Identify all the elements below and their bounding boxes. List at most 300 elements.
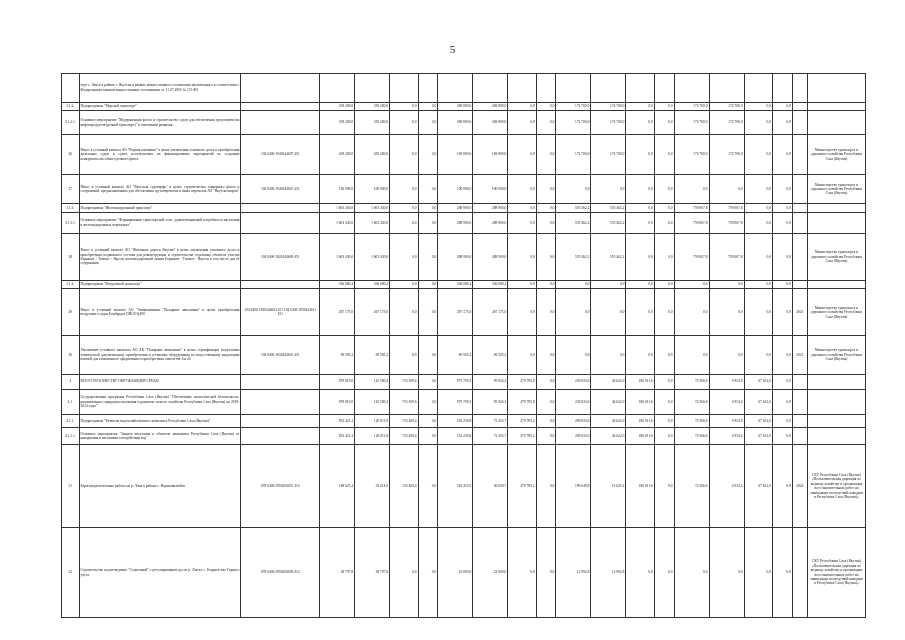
table-cell: 95 924,3 bbox=[473, 374, 508, 389]
table-cell: 29 bbox=[62, 289, 80, 336]
table-cell: 0,0 bbox=[772, 233, 792, 280]
table-cell: 4 954,0 bbox=[709, 415, 744, 428]
table-cell: 339 200,0 bbox=[355, 102, 390, 111]
table-cell bbox=[62, 74, 80, 103]
table-cell: 733 409,4 bbox=[390, 415, 418, 428]
table-row bbox=[62, 204, 866, 213]
table-cell: 078 0406 2950250039 414 bbox=[241, 528, 320, 618]
table-cell: 0,0 bbox=[772, 445, 792, 528]
table-row bbox=[62, 289, 866, 336]
table-row bbox=[62, 389, 866, 415]
table-cell bbox=[807, 102, 865, 111]
table-cell: 230 633,6 bbox=[556, 389, 591, 415]
table-cell: 0,0 bbox=[591, 280, 626, 289]
table-cell: 733 309,6 bbox=[390, 389, 418, 415]
table-cell: 38 797,8 bbox=[320, 528, 355, 618]
table-cell: 0,0 bbox=[709, 528, 744, 618]
table-cell: 4.1.1. bbox=[62, 415, 80, 428]
table-cell: 3.1.3. bbox=[62, 204, 80, 213]
table-cell bbox=[241, 102, 320, 111]
table-cell: 1 603 430,0 bbox=[355, 212, 390, 233]
table-cell: 0,0 bbox=[744, 134, 772, 175]
table-row bbox=[62, 415, 866, 428]
table-cell: 555 462,2 bbox=[556, 212, 591, 233]
table-cell: 552 239,8 bbox=[438, 415, 473, 428]
table-cell: черт г. Ленск в районе г. Якутска в рамках концессионного соглашения заключенного в соответствии с Федеральным законом концессионных соглашениях от 21.07.2005 № 115-ФЗ bbox=[79, 74, 241, 103]
table-cell bbox=[241, 389, 320, 415]
table-cell bbox=[241, 204, 320, 213]
table-cell: 32 bbox=[62, 528, 80, 618]
table-cell bbox=[438, 74, 473, 103]
table-cell: 0,0 bbox=[418, 280, 438, 289]
table-cell: 174 700,0 bbox=[591, 111, 626, 134]
table-row bbox=[62, 134, 866, 175]
table-cell: 288 900,0 bbox=[438, 212, 473, 233]
table-cell: 0,0 bbox=[418, 289, 438, 336]
table-cell: 4.1.1.1. bbox=[62, 428, 80, 445]
table-cell: 36 650,7 bbox=[473, 445, 508, 528]
table-cell: 0,0 bbox=[654, 102, 674, 111]
table-cell: 0,0 bbox=[591, 175, 626, 204]
table-cell: 72 453,7 bbox=[473, 415, 508, 428]
table-cell bbox=[792, 175, 807, 204]
table-cell: Основное мероприятие "Формирование транспортной сети, удовлетворяющей потребности населения в железнодорожных перевозках" bbox=[79, 212, 241, 233]
table-cell: 174 700,0 bbox=[591, 134, 626, 175]
table-cell bbox=[744, 74, 772, 103]
table-cell: 1 603 430,0 bbox=[320, 204, 355, 213]
table-cell: 0,0 bbox=[654, 336, 674, 374]
table-cell bbox=[792, 528, 807, 618]
table-cell: 0,0 bbox=[508, 111, 536, 134]
table-cell: 0,0 bbox=[709, 175, 744, 204]
table-cell: 0,0 bbox=[536, 428, 556, 445]
table-cell: 555 462,2 bbox=[556, 204, 591, 213]
table-cell: 104 0406 1940344610 451 bbox=[241, 175, 320, 204]
table-cell bbox=[390, 74, 418, 103]
table-cell: 0,0 bbox=[626, 289, 654, 336]
table-cell bbox=[241, 374, 320, 389]
table-cell: 0,0 bbox=[709, 280, 744, 289]
table-cell: 0,0 bbox=[654, 111, 674, 134]
table-cell: 759 067,8 bbox=[674, 204, 709, 213]
table-cell: 67 612,6 bbox=[744, 415, 772, 428]
table-cell: 0,0 bbox=[390, 134, 418, 175]
table-cell: 0,0 bbox=[674, 336, 709, 374]
table-cell: 67 612,6 bbox=[744, 428, 772, 445]
table-cell: 169 800,0 bbox=[473, 134, 508, 175]
table-cell bbox=[807, 204, 865, 213]
table-cell: 120 011,8 bbox=[355, 428, 390, 445]
table-cell: 186 011,6 bbox=[626, 415, 654, 428]
table-cell: 174 700,0 bbox=[556, 111, 591, 134]
table-cell: 209 633,6 bbox=[556, 428, 591, 445]
table-cell bbox=[807, 111, 865, 134]
table-cell: 975 709,3 bbox=[438, 374, 473, 389]
table-cell: 0,0 bbox=[744, 336, 772, 374]
table-cell: 0,0 bbox=[418, 415, 438, 428]
table-cell: 28 bbox=[62, 233, 80, 280]
table-cell: 0,0 bbox=[556, 280, 591, 289]
table-cell: 269 800,0 bbox=[473, 111, 508, 134]
table-cell: 0,0 bbox=[772, 102, 792, 111]
table-cell: 0,0 bbox=[744, 280, 772, 289]
table-cell: 267 175,0 bbox=[473, 289, 508, 336]
table-cell: 0,0 bbox=[654, 374, 674, 389]
table-cell: 0,0 bbox=[674, 528, 709, 618]
table-cell: 0,0 bbox=[418, 134, 438, 175]
table-cell: Министерство транспорта и дорожного хозяйства Республики Саха (Якутия) bbox=[807, 134, 865, 175]
table-cell: 759 067,8 bbox=[674, 212, 709, 233]
table-cell: 288 900,0 bbox=[438, 233, 473, 280]
table-cell: 12 992,8 bbox=[556, 528, 591, 618]
table-cell: 104 0406 1830244603 451 104 0406 1830244611 451 bbox=[241, 289, 320, 336]
table-row bbox=[62, 212, 866, 233]
table-cell: 3.1.4. bbox=[62, 280, 80, 289]
table-cell: 0,0 bbox=[626, 233, 654, 280]
table-cell bbox=[556, 74, 591, 103]
table-row bbox=[62, 374, 866, 389]
table-cell: 733 309,6 bbox=[390, 374, 418, 389]
table-cell: 0,0 bbox=[772, 336, 792, 374]
table-cell: 0,0 bbox=[556, 175, 591, 204]
table-cell: 0,0 bbox=[772, 134, 792, 175]
table-cell: 0,0 bbox=[556, 289, 591, 336]
table-cell: 1 603 430,0 bbox=[320, 233, 355, 280]
table-cell: 3.1.2.1. bbox=[62, 111, 80, 134]
table-cell: 0,0 bbox=[390, 175, 418, 204]
table-cell: 0,0 bbox=[772, 374, 792, 389]
table-cell bbox=[792, 74, 807, 103]
table-cell: 288 900,0 bbox=[438, 204, 473, 213]
table-cell: 0,0 bbox=[744, 212, 772, 233]
table-cell: 759 067,8 bbox=[674, 233, 709, 280]
table-cell: 53 214,0 bbox=[355, 445, 390, 528]
table-cell: 0,0 bbox=[418, 102, 438, 111]
table-cell: 0,0 bbox=[536, 280, 556, 289]
table-cell bbox=[792, 415, 807, 428]
table-cell: 0,0 bbox=[418, 374, 438, 389]
table-cell bbox=[807, 389, 865, 415]
table-cell: 336 680,2 bbox=[438, 280, 473, 289]
table-cell: 0,0 bbox=[654, 445, 674, 528]
table-row bbox=[62, 280, 866, 289]
table-cell bbox=[591, 74, 626, 103]
table-cell: 0,0 bbox=[772, 212, 792, 233]
table-cell: 0,0 bbox=[418, 389, 438, 415]
table-cell: 479 785,2 bbox=[508, 415, 536, 428]
table-cell: 100 000,0 bbox=[438, 175, 473, 204]
table-cell bbox=[792, 102, 807, 111]
table-cell bbox=[807, 212, 865, 233]
table-cell: 759 067,8 bbox=[709, 233, 744, 280]
table-cell: 174 700,0 bbox=[674, 102, 709, 111]
table-row bbox=[62, 428, 866, 445]
table-cell: 439 200,0 bbox=[355, 134, 390, 175]
table-cell: 100 000,0 bbox=[320, 175, 355, 204]
table-cell: 67 612,6 bbox=[744, 389, 772, 415]
table-cell: Государственная программа Республики Саха (Якутия) "Обеспечение экологической безопасности, рационального природопользования и развития лесного хозяйства Республики Саха (Якутия) на 2018-2024 годы" bbox=[79, 389, 241, 415]
table-cell: 31 bbox=[62, 445, 80, 528]
table-cell: Взнос в уставный капитал АО "Железные дороги Якутии" в целях увеличения основного долга и приобретения подвижного состава для реконструкции и строительства отдельных объектов участка Беркакит - Томмот - Якутск железнодорожной линии Беркакит - Томмот - Якутск в том числе для её содержания bbox=[79, 233, 241, 280]
table-cell: 0,0 bbox=[536, 204, 556, 213]
table-cell: 174 700,0 bbox=[709, 111, 744, 134]
table-cell: 0,0 bbox=[390, 289, 418, 336]
table-cell: Строительство водоотведения "Солнечный" с регулированием русла р. Лыгъх с. Бердигестях Горного улуса bbox=[79, 528, 241, 618]
table-cell: 209 633,6 bbox=[556, 415, 591, 428]
table-cell: 3.1.3.1. bbox=[62, 212, 80, 233]
table-cell: 288 900,0 bbox=[473, 233, 508, 280]
table-cell: 339 200,0 bbox=[320, 111, 355, 134]
table-cell: 0,0 bbox=[418, 175, 438, 204]
table-cell bbox=[654, 74, 674, 103]
table-cell: 0,0 bbox=[654, 212, 674, 233]
table-cell bbox=[792, 374, 807, 389]
table-cell: Подпрограмма "Развитие водохозяйственного комплекса Республики Саха (Якутия)" bbox=[79, 415, 241, 428]
table-cell: 0,0 bbox=[536, 111, 556, 134]
table-cell: 4 954,0 bbox=[709, 374, 744, 389]
table-cell: 199 649,8 bbox=[556, 445, 591, 528]
table-cell: 0,0 bbox=[418, 445, 438, 528]
table-cell: 0,0 bbox=[744, 289, 772, 336]
table-cell: 0,0 bbox=[508, 280, 536, 289]
table-cell: Министерство транспорта и дорожного хозяйства Республики Саха (Якутия) bbox=[807, 336, 865, 374]
table-cell: 26 bbox=[62, 134, 80, 175]
table-cell: 4 934,0 bbox=[709, 445, 744, 528]
table-cell: Увеличение уставного капитала АО АК "Полярные авиалинии" в целях сертификации (подготовки технической документации), приобретения и установки оборудования по искусственному выделению ключей для таможенного оформления и приобретения самолетов Ан-24 bbox=[79, 336, 241, 374]
table-cell: 878 810,0 bbox=[320, 374, 355, 389]
table-cell: 269 800,0 bbox=[438, 102, 473, 111]
table-cell: 0,0 bbox=[626, 175, 654, 204]
table-cell: 0,0 bbox=[591, 289, 626, 336]
table-cell: 0,0 bbox=[772, 289, 792, 336]
table-cell: Основное мероприятие "Защита населения и объектов экономики Республики Саха (Якутия) от наводнения и негативного воздействия вод" bbox=[79, 428, 241, 445]
table-cell: 1 603 430,0 bbox=[320, 212, 355, 233]
page-number: 5 bbox=[449, 44, 456, 56]
table-cell: 0,0 bbox=[536, 175, 556, 204]
table-cell: 0,0 bbox=[626, 134, 654, 175]
table-cell: 67 612,6 bbox=[744, 374, 772, 389]
table-cell: 4 954,0 bbox=[709, 428, 744, 445]
table-cell bbox=[792, 280, 807, 289]
table-cell: 0,0 bbox=[418, 336, 438, 374]
table-cell: 0,0 bbox=[654, 415, 674, 428]
table-cell: 0,0 bbox=[536, 528, 556, 618]
table-cell: 0,0 bbox=[508, 212, 536, 233]
table-cell bbox=[772, 74, 792, 103]
table-cell: 0,0 bbox=[536, 212, 556, 233]
table-cell: 13 625,2 bbox=[591, 445, 626, 528]
table-cell: Взнос в уставный капитал АО "Якутская судоверфь" в целях строительства танкерного флота и сооружений, предназначенных для обеспечения грузоперевозок и иных перевозок АО "Якутскгазпром" bbox=[79, 175, 241, 204]
table-cell: 3.1.2. bbox=[62, 102, 80, 111]
table-cell: 0,0 bbox=[536, 445, 556, 528]
table-cell: 145 500,4 bbox=[355, 389, 390, 415]
table-cell: 0,0 bbox=[536, 389, 556, 415]
table-cell: 733 409,4 bbox=[390, 428, 418, 445]
table-cell: Министерство транспорта и дорожного хозяйства Республики Саха (Якутия) bbox=[807, 233, 865, 280]
table-cell bbox=[473, 74, 508, 103]
table-cell: 0,0 bbox=[591, 336, 626, 374]
table-cell: 72 453,7 bbox=[473, 428, 508, 445]
table-cell: 0,0 bbox=[772, 204, 792, 213]
table-cell: 0,0 bbox=[536, 233, 556, 280]
table-cell: 186 011,6 bbox=[626, 445, 654, 528]
table-cell: 0,0 bbox=[418, 212, 438, 233]
table-cell: 230 633,6 bbox=[556, 374, 591, 389]
table-cell: 67 612,6 bbox=[744, 445, 772, 528]
table-cell: 0,0 bbox=[654, 389, 674, 415]
table-cell: 0,0 bbox=[772, 415, 792, 428]
table-cell bbox=[807, 374, 865, 389]
table-cell: ВСЕГО ПО КАЧЕСТВУ ОКРУЖАЮЩЕЙ СРЕДЫ bbox=[79, 374, 241, 389]
table-cell: Берегоукрепительные работы на р. Лена в районе с. Верхневилюйск bbox=[79, 445, 241, 528]
table-row bbox=[62, 233, 866, 280]
table-cell: 288 900,0 bbox=[473, 204, 508, 213]
table-cell: 100 000,0 bbox=[473, 175, 508, 204]
table-cell: 0,0 bbox=[508, 204, 536, 213]
table-cell: 174 700,0 bbox=[709, 134, 744, 175]
table-cell: 439 200,0 bbox=[320, 134, 355, 175]
table-cell: 72 566,6 bbox=[674, 415, 709, 428]
table-cell: 0,0 bbox=[536, 336, 556, 374]
table-cell: 267 175,0 bbox=[355, 289, 390, 336]
table-cell: 0,0 bbox=[390, 280, 418, 289]
table-cell bbox=[792, 389, 807, 415]
table-cell: 0,0 bbox=[744, 102, 772, 111]
table-cell: 853 421,2 bbox=[320, 415, 355, 428]
table-cell: 44 622,0 bbox=[591, 428, 626, 445]
table-cell bbox=[320, 74, 355, 103]
table-cell: 0,0 bbox=[626, 280, 654, 289]
table-cell: 516 419,5 bbox=[438, 445, 473, 528]
table-cell: 0,0 bbox=[390, 204, 418, 213]
table-body bbox=[62, 74, 866, 618]
table-cell: 174 700,0 bbox=[556, 102, 591, 111]
table-cell: 267 175,0 bbox=[320, 289, 355, 336]
table-cell: 878 810,0 bbox=[320, 389, 355, 415]
table-cell: 72 566,6 bbox=[674, 389, 709, 415]
table-cell: 72 566,6 bbox=[674, 374, 709, 389]
table-cell: 1 603 430,0 bbox=[355, 233, 390, 280]
table-cell: 30 bbox=[62, 336, 80, 374]
table-cell: 0,0 bbox=[390, 111, 418, 134]
table-cell: 169 800,0 bbox=[438, 134, 473, 175]
table-cell bbox=[536, 74, 556, 103]
table-cell: 0,0 bbox=[390, 336, 418, 374]
table-cell: 288 900,0 bbox=[473, 212, 508, 233]
table-cell: 0,0 bbox=[654, 428, 674, 445]
table-cell: 2021 bbox=[792, 289, 807, 336]
table-cell: 078 0406 2950250031 414 bbox=[241, 445, 320, 528]
table-cell: Подпрограмма "Морской транспорт" bbox=[79, 102, 241, 111]
table-cell: 555 462,2 bbox=[591, 233, 626, 280]
table-cell: 555 462,2 bbox=[556, 233, 591, 280]
table-cell: 4 bbox=[62, 374, 80, 389]
table-cell bbox=[807, 280, 865, 289]
table-cell: 336 680,2 bbox=[355, 280, 390, 289]
table-cell: 104 0406 1830244610 451 bbox=[241, 336, 320, 374]
table-cell: 44 622,0 bbox=[591, 389, 626, 415]
budget-table bbox=[61, 73, 866, 618]
table-cell: ГКУ Республики Саха (Якутия) «Пользовательская дирекция по водному хозяйству и организации восстановительных работ на ликвидации последствий паводков в Республике Саха (Якутия)» bbox=[807, 528, 865, 618]
table-cell: 174 700,0 bbox=[591, 102, 626, 111]
table-cell: 0,0 bbox=[626, 102, 654, 111]
table-cell: 135 409,4 bbox=[390, 445, 418, 528]
table-cell: 336 680,2 bbox=[320, 280, 355, 289]
table-cell: Основное мероприятие "Модернизация флота и строительство судов для обеспечения грузоперевозок нефтепродуктов (речной транспорт)" в отношении развития bbox=[79, 111, 241, 134]
table-cell: 0,0 bbox=[674, 289, 709, 336]
table-cell: 479 785,0 bbox=[508, 374, 536, 389]
table-cell: 44 622,0 bbox=[591, 374, 626, 389]
table-row bbox=[62, 445, 866, 528]
table-cell: Взнос в уставный капитал АО "Авиакомпания "Полярные авиалинии" в целях приобретения воздушного судна Бомбардье DHC8-Q400 bbox=[79, 289, 241, 336]
table-cell: 0,0 bbox=[626, 528, 654, 618]
table-cell: 23 000,0 bbox=[438, 528, 473, 618]
table-cell: 0,0 bbox=[709, 336, 744, 374]
table-cell: 0,0 bbox=[744, 175, 772, 204]
table-cell: 44 622,0 bbox=[591, 415, 626, 428]
table-cell: 2021 bbox=[792, 336, 807, 374]
table-cell bbox=[792, 204, 807, 213]
table-cell: 0,0 bbox=[508, 528, 536, 618]
table-cell: 0,0 bbox=[418, 233, 438, 280]
table-cell: 0,0 bbox=[772, 389, 792, 415]
table-cell: 339 200,0 bbox=[320, 102, 355, 111]
table-cell: 0,0 bbox=[654, 233, 674, 280]
table-cell bbox=[792, 428, 807, 445]
table-cell: 555 462,2 bbox=[591, 204, 626, 213]
table-cell bbox=[674, 74, 709, 103]
table-cell: 0,0 bbox=[390, 102, 418, 111]
table-cell: 174 700,0 bbox=[674, 111, 709, 134]
table-cell: 479 785,0 bbox=[508, 389, 536, 415]
table-cell: 479 785,2 bbox=[508, 428, 536, 445]
table-row bbox=[62, 528, 866, 618]
table-cell bbox=[709, 74, 744, 103]
table-cell: 174 700,0 bbox=[709, 102, 744, 111]
table-cell: 555 462,2 bbox=[591, 212, 626, 233]
table-cell: 27 bbox=[62, 175, 80, 204]
table-cell: 0,0 bbox=[508, 102, 536, 111]
table-row bbox=[62, 111, 866, 134]
table-cell: 0,0 bbox=[654, 204, 674, 213]
table-cell bbox=[355, 74, 390, 103]
table-cell: 186 011,6 bbox=[626, 389, 654, 415]
table-cell: 0,0 bbox=[626, 111, 654, 134]
table-cell: 145 500,4 bbox=[355, 374, 390, 389]
table-cell: 0,0 bbox=[536, 102, 556, 111]
table-cell bbox=[241, 212, 320, 233]
table-cell: 269 800,0 bbox=[473, 102, 508, 111]
table-cell: 0,0 bbox=[709, 289, 744, 336]
table-cell: 186 011,6 bbox=[626, 428, 654, 445]
table-cell: 0,0 bbox=[390, 528, 418, 618]
table-cell: 174 700,0 bbox=[674, 134, 709, 175]
table-cell: Подпрограмма "Железнодорожный транспорт" bbox=[79, 204, 241, 213]
table-cell bbox=[626, 74, 654, 103]
table-cell bbox=[792, 134, 807, 175]
table-cell bbox=[241, 280, 320, 289]
table-cell: 759 067,8 bbox=[709, 212, 744, 233]
table-cell: 1 603 430,0 bbox=[355, 204, 390, 213]
table-cell: 23 000,0 bbox=[473, 528, 508, 618]
table-cell: 0,0 bbox=[772, 175, 792, 204]
table-row bbox=[62, 336, 866, 374]
table-cell: 0,0 bbox=[508, 134, 536, 175]
table-cell: Взнос в уставный капитал АО "Водная компания" в целях увеличения основного долга и приобретения дизельных судов и судов, используемых на финансирование мероприятий по созданию конкурентоспособного речного флота bbox=[79, 134, 241, 175]
table-cell: 69 505,2 bbox=[438, 336, 473, 374]
table-cell: 104 0406 1820144609 451 bbox=[241, 233, 320, 280]
table-cell: 0,0 bbox=[744, 528, 772, 618]
